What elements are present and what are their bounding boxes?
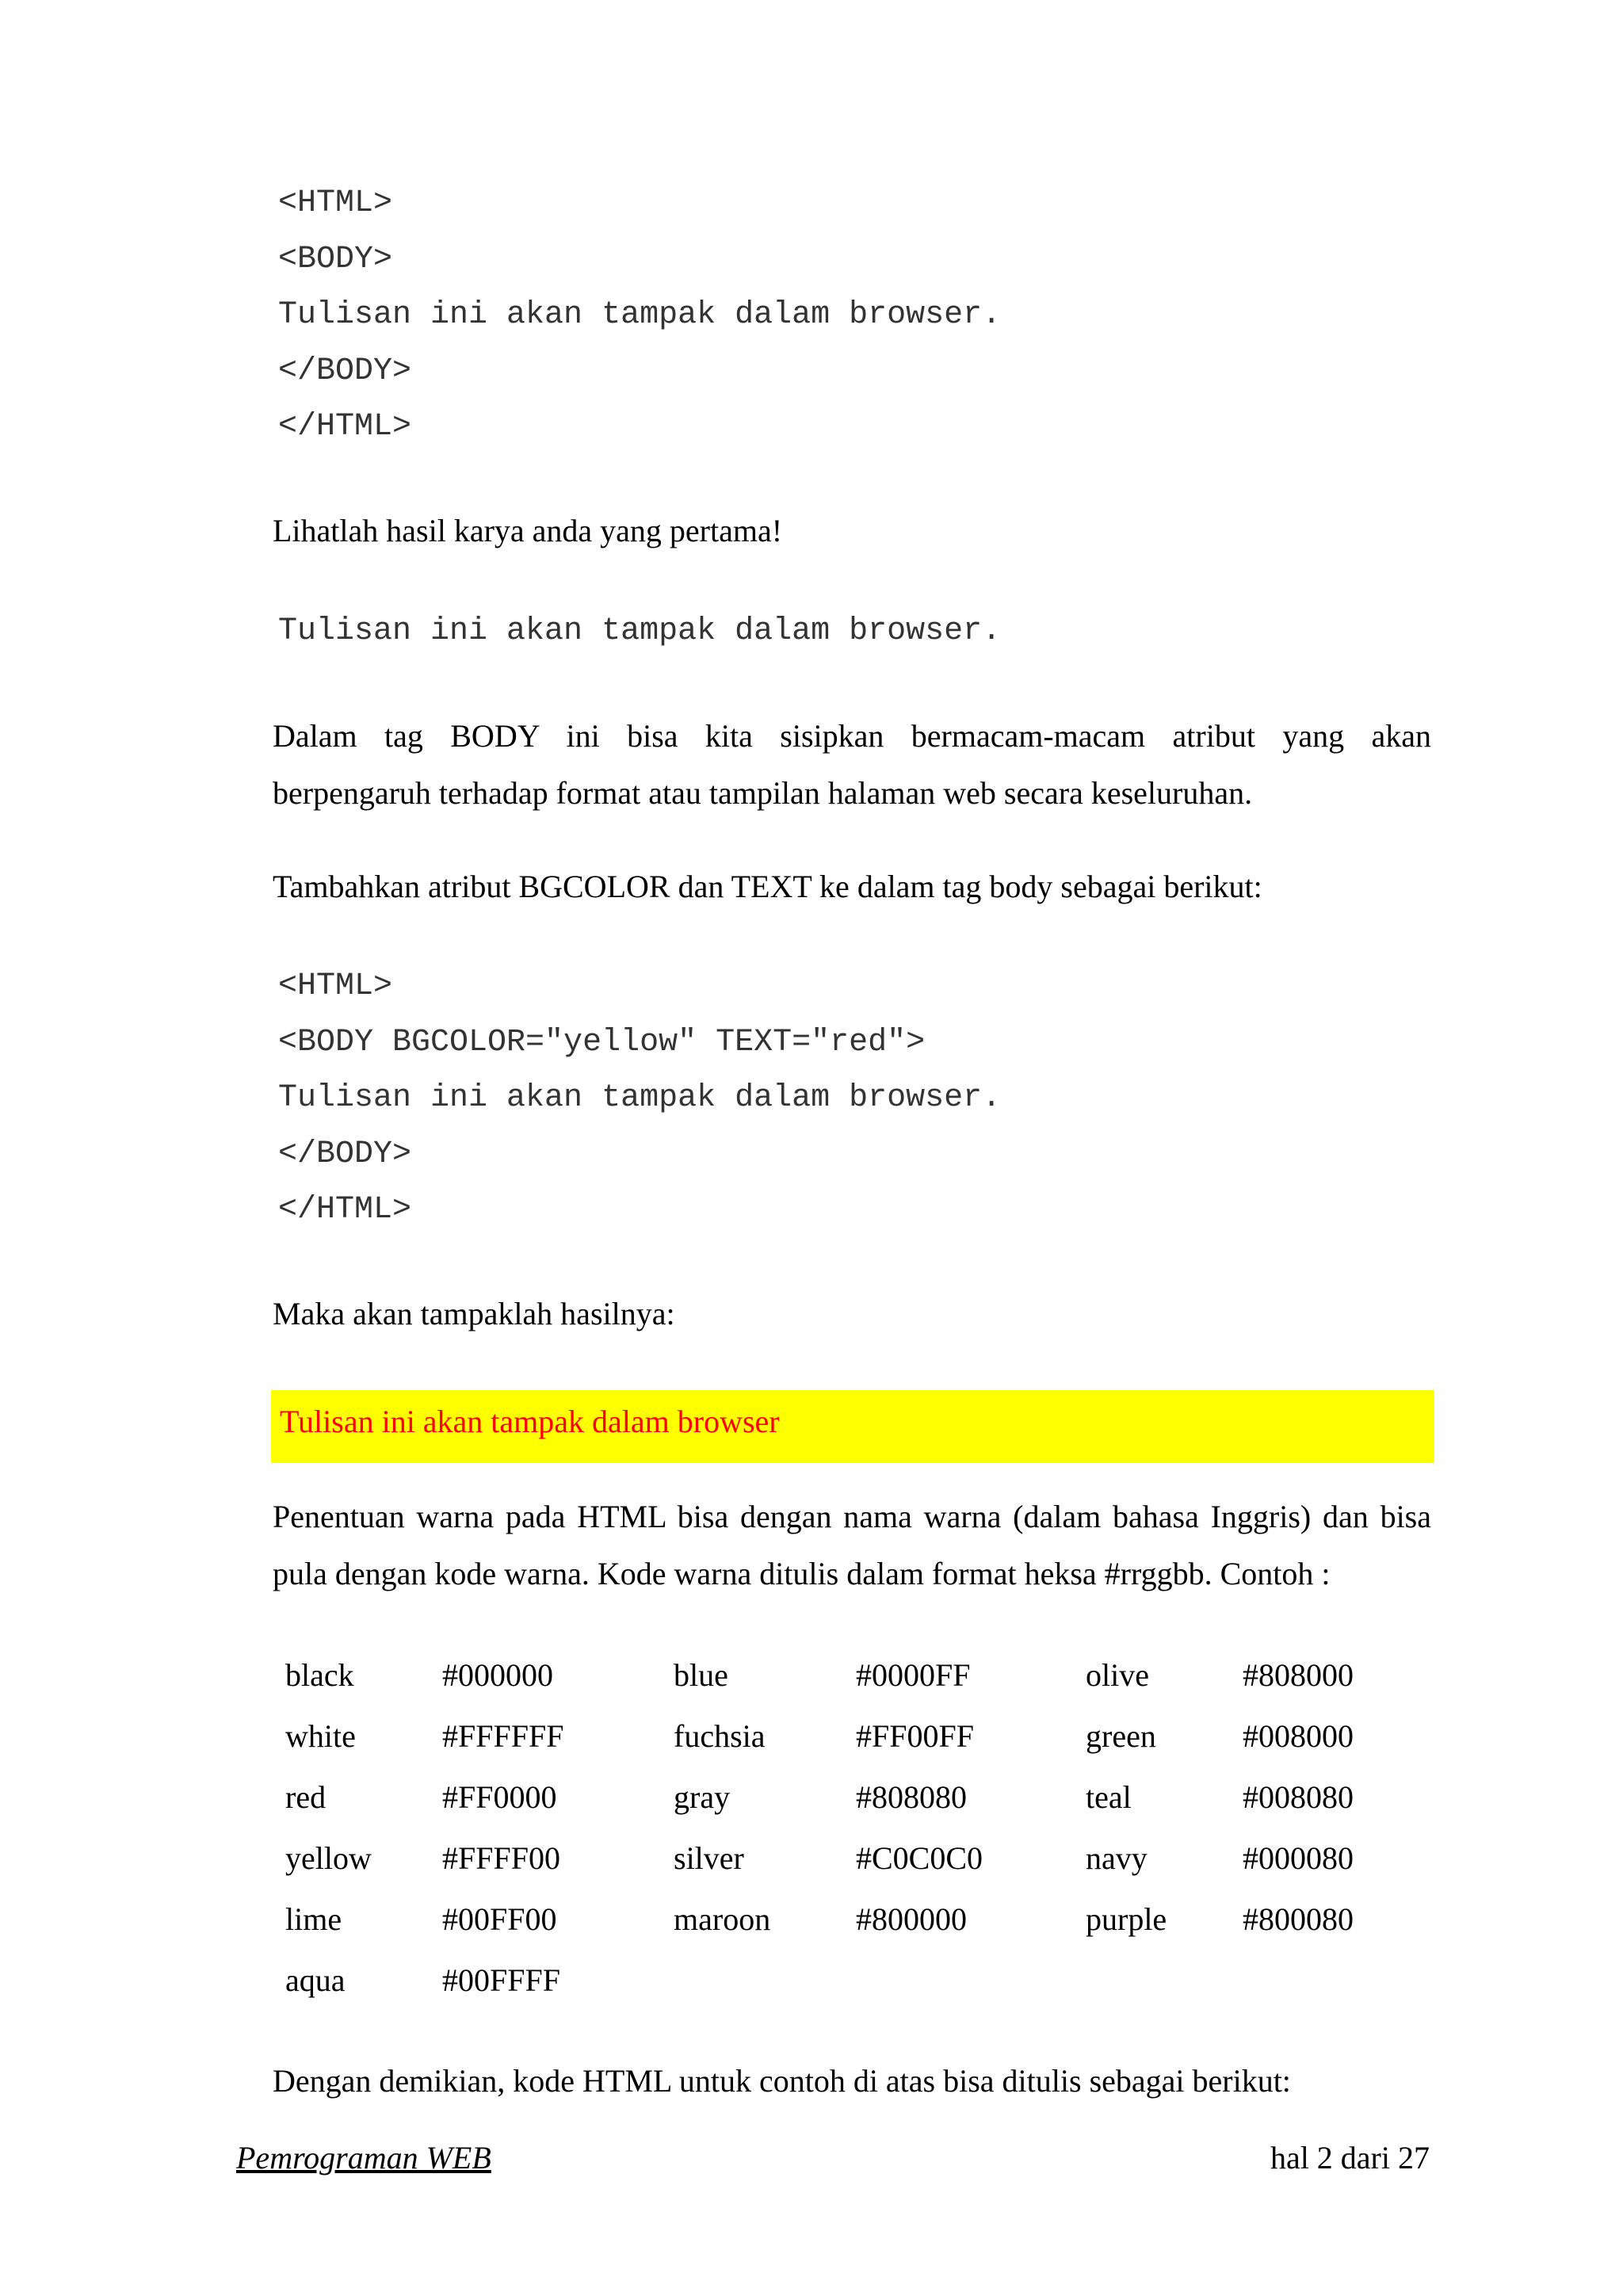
code-line: <BODY>: [278, 241, 393, 277]
color-name: maroon: [674, 1901, 771, 1937]
color-name: navy: [1086, 1840, 1148, 1876]
color-name: red: [285, 1779, 327, 1815]
paragraph-line: Dalam tag BODY ini bisa kita sisipkan bermacam-macam atribut yang akan: [273, 718, 1431, 754]
paragraph-line: berpengaruh terhadap format atau tampilan halaman web secara keseluruhan.: [273, 775, 1253, 811]
paragraph-lihatlah: Lihatlah hasil karya anda yang pertama!: [273, 513, 783, 548]
color-name: lime: [285, 1901, 342, 1937]
color-code: #00FF00: [442, 1901, 557, 1937]
color-code: #00FFFF: [442, 1962, 560, 1998]
code-line: <BODY BGCOLOR="yellow" TEXT="red">: [278, 1024, 926, 1060]
color-code: #008080: [1243, 1779, 1354, 1815]
code-line: </HTML>: [278, 1192, 412, 1228]
code-line: <HTML>: [278, 968, 393, 1004]
color-name: aqua: [285, 1962, 346, 1998]
paragraph-tambahkan: Tambahkan atribut BGCOLOR dan TEXT ke dalam tag body sebagai berikut:: [273, 869, 1262, 904]
color-name: silver: [674, 1840, 744, 1876]
color-code: #808080: [856, 1779, 967, 1815]
color-code: #008000: [1243, 1718, 1354, 1754]
code-block-basic-html: [278, 176, 1001, 456]
color-code: #000000: [442, 1657, 553, 1693]
color-code: #0000FF: [856, 1657, 971, 1693]
paragraph-dengan-demikian: Dengan demikian, kode HTML untuk contoh di atas bisa ditulis sebagai berikut:: [273, 2063, 1291, 2099]
color-name: black: [285, 1657, 354, 1693]
color-code: #FFFF00: [442, 1840, 560, 1876]
result-preview-text: Tulisan ini akan tampak dalam browser: [280, 1404, 780, 1439]
code-line: <HTML>: [278, 185, 393, 221]
paragraph-penentuan-warna: [273, 1488, 1431, 1603]
color-code: #000080: [1243, 1840, 1354, 1876]
color-name: olive: [1086, 1657, 1149, 1693]
footer-page-number: hal 2 dari 27: [1270, 2140, 1430, 2176]
color-name: yellow: [285, 1840, 372, 1876]
paragraph-line: pula dengan kode warna. Kode warna ditulis dalam format heksa #rrggbb. Contoh :: [273, 1556, 1331, 1591]
color-code: #C0C0C0: [856, 1840, 983, 1876]
code-line: Tulisan ini akan tampak dalam browser.: [278, 1080, 1002, 1116]
color-code: #808000: [1243, 1657, 1354, 1693]
paragraph-body-attributes: [273, 708, 1431, 822]
color-code: #800000: [856, 1901, 967, 1937]
paragraph-line: Penentuan warna pada HTML bisa dengan nama warna (dalam bahasa Inggris) dan bisa: [273, 1499, 1431, 1534]
color-name: purple: [1086, 1901, 1167, 1937]
color-name: blue: [674, 1657, 728, 1693]
code-line: </HTML>: [278, 409, 412, 445]
color-name: gray: [674, 1779, 731, 1815]
color-code: #FFFFFF: [442, 1718, 564, 1754]
output-text: Tulisan ini akan tampak dalam browser.: [278, 613, 1002, 649]
result-preview-box: [271, 1390, 1434, 1463]
code-line: </BODY>: [278, 353, 412, 389]
color-name: green: [1086, 1718, 1156, 1754]
color-code: #800080: [1243, 1901, 1354, 1937]
code-line: Tulisan ini akan tampak dalam browser.: [278, 297, 1002, 333]
color-code: #FF00FF: [856, 1718, 974, 1754]
color-name: teal: [1086, 1779, 1132, 1815]
code-block-bgcolor-html: [278, 959, 1001, 1239]
color-name: white: [285, 1718, 356, 1754]
paragraph-maka: Maka akan tampaklah hasilnya:: [273, 1296, 675, 1331]
footer-document-title: Pemrograman WEB: [236, 2140, 491, 2176]
color-name: fuchsia: [674, 1718, 766, 1754]
output-preview-plain: [278, 604, 1001, 660]
code-line: </BODY>: [278, 1136, 412, 1172]
color-code: #FF0000: [442, 1779, 557, 1815]
